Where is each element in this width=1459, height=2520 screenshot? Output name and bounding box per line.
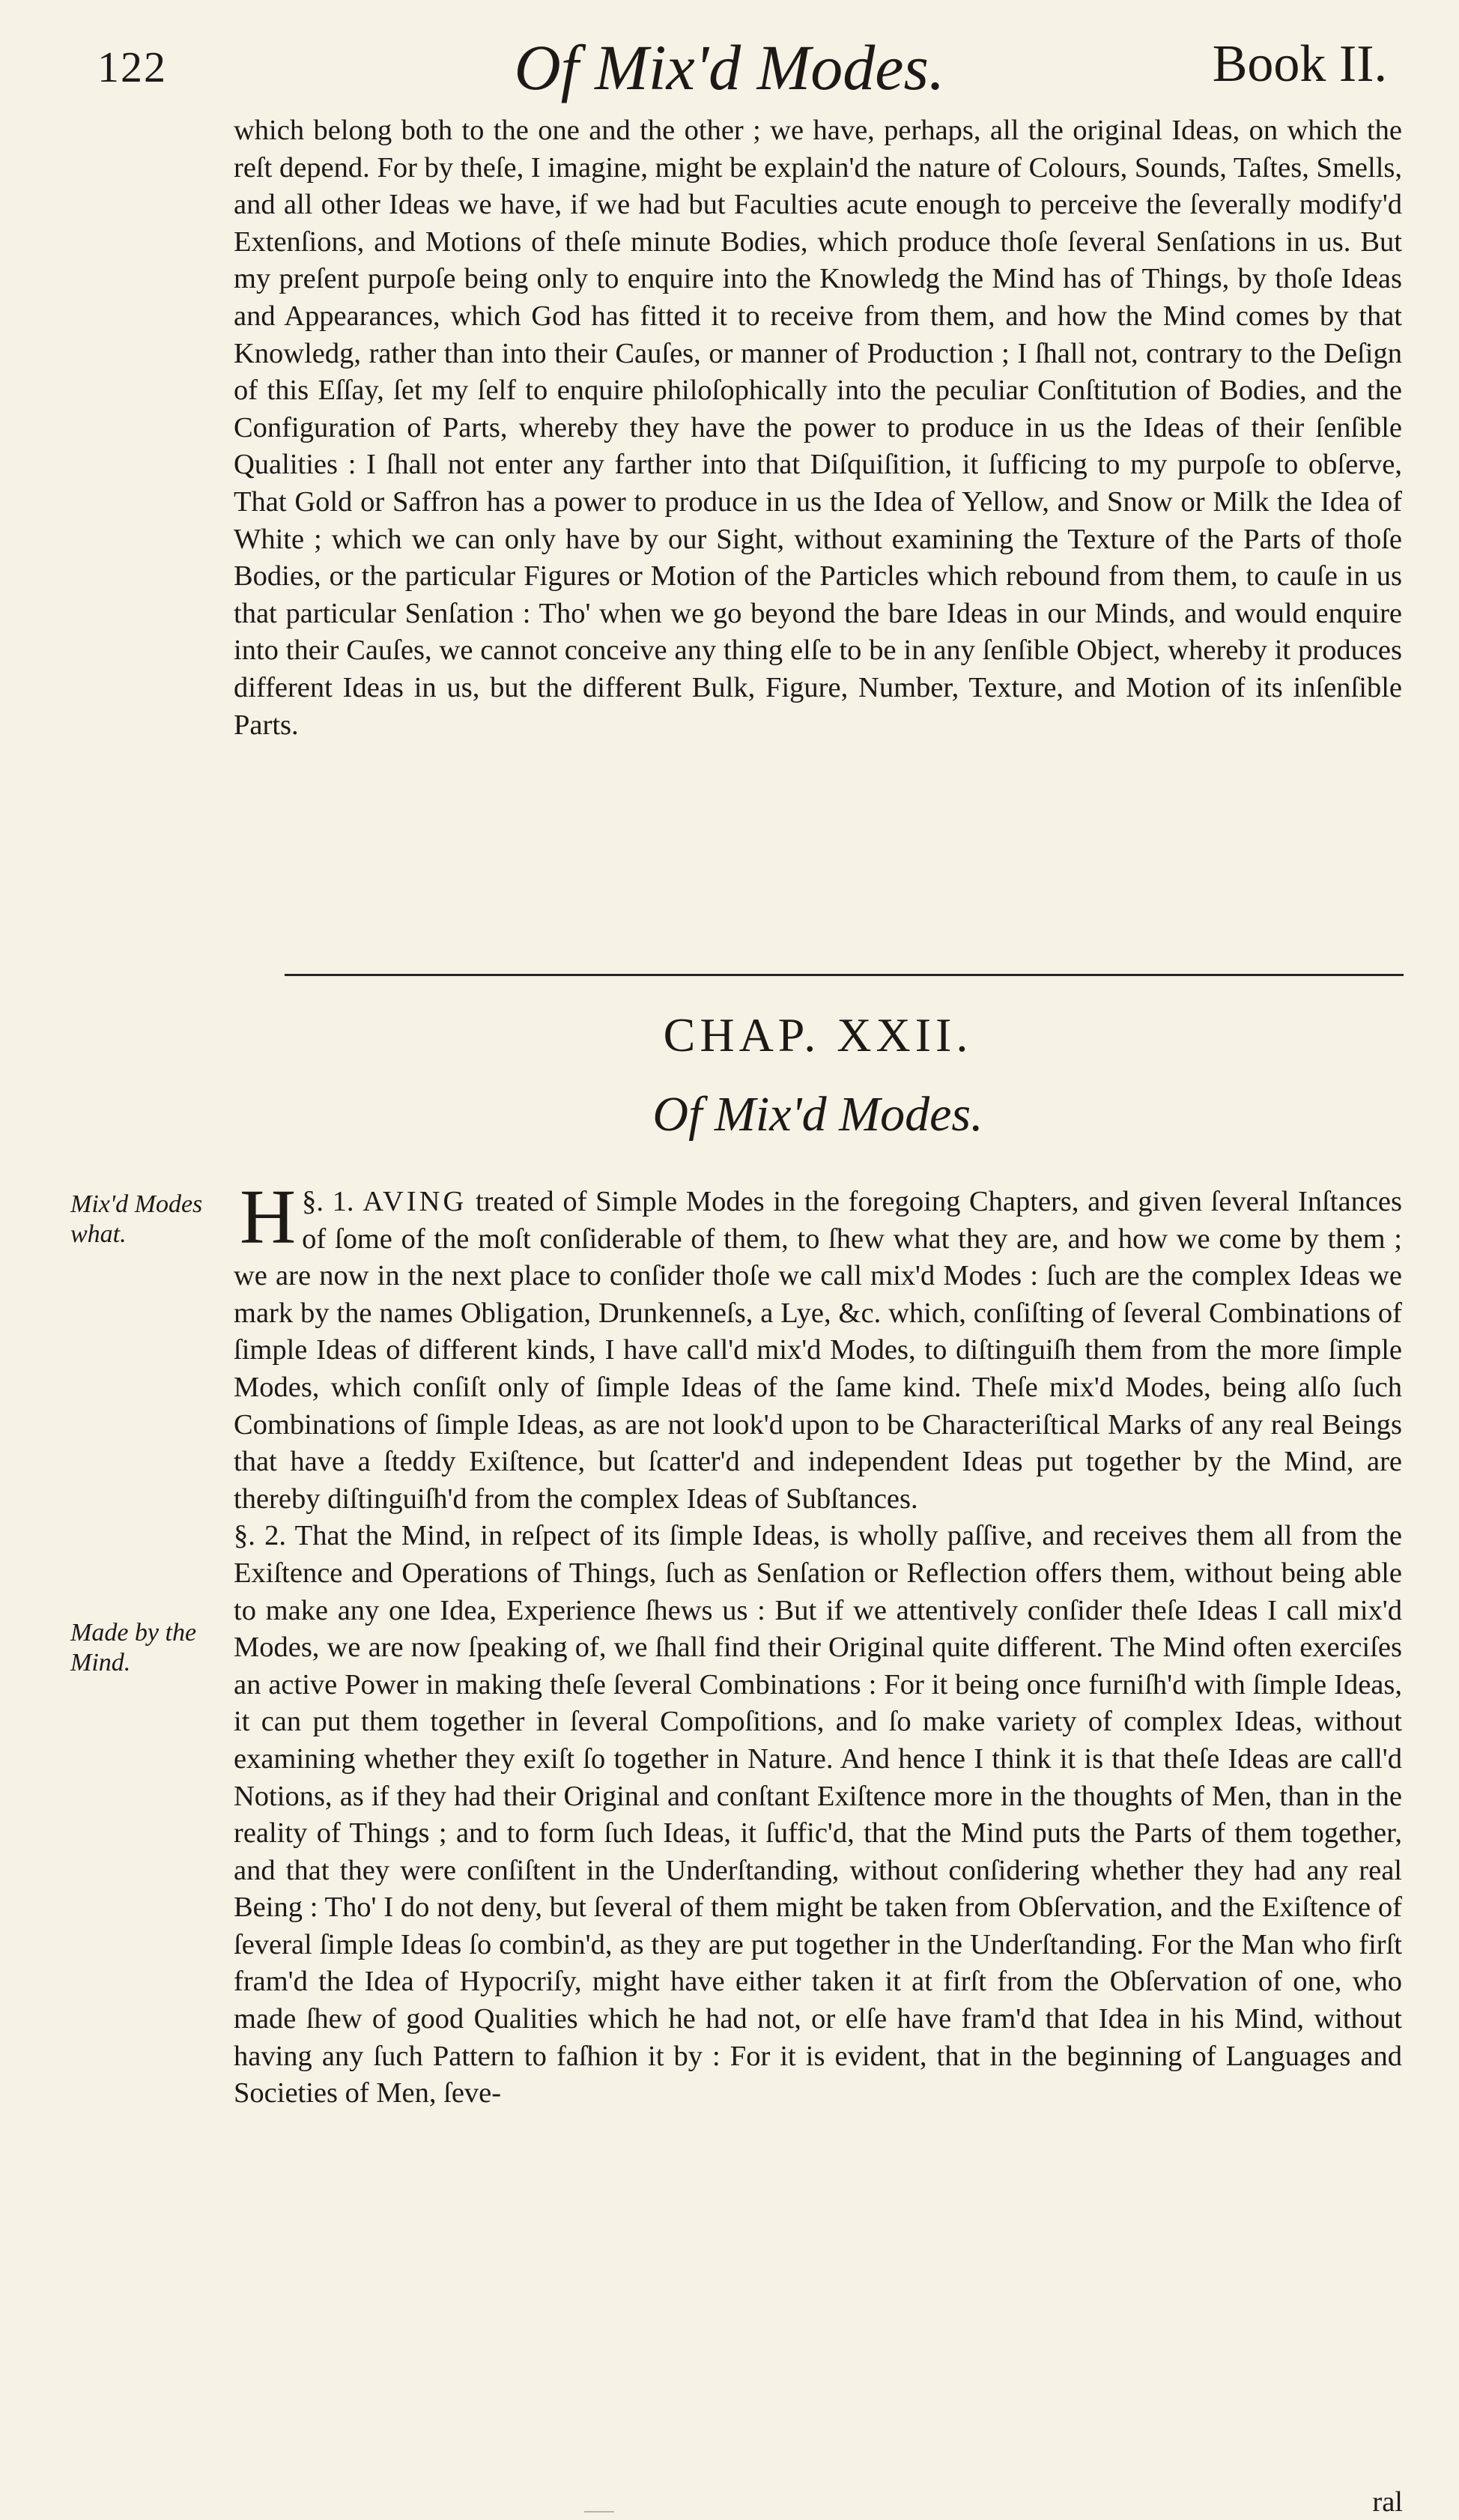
drop-cap: H <box>240 1174 297 1260</box>
page-mark <box>584 2511 614 2513</box>
paragraph-text: which belong both to the one and the other ; we have, perhaps, all the original Ideas, on which the reſt depend. For by theſe, I imagine, might be explain'd the nature of Colours, Sounds, Taſtes, Smells, and all other Ideas we have, if we had but Faculties acute enough to perceive the ſeverally modify'd Extenſions, and Motions of theſe minute Bodies, which produce thoſe ſeveral Senſations in us. But my preſent purpoſe being only to enquire into the Knowledg the Mind has of Things, by thoſe Ideas and Appearances, which God has fitted it to receive from them, and how the Mind comes by that Knowledg, rather than into their Cauſes, or manner of Production ; I ſhall not, contrary to the Deſign of this Eſſay, ſet my ſelf to enquire philoſophically into the peculiar Conſtitution of Bodies, and the Configuration of Parts, whereby they have the power to produce in us the Ideas of their ſenſible Qualities : I ſhall not enter any farther into that Diſquiſition, it ſufficing to my purpoſe to obſerve, That Gold or Saffron has a power to produce in us the Idea of Yellow, and Snow or Milk the Idea of White ; which we can only have by our Sight, without examining the Texture of the Parts of thoſe Bodies, or the particular Figures or Motion of the Particles which rebound from them, to cauſe in us that particular Senſation : Tho' when we go beyond the bare Ideas in our Minds, and would enquire into their Cauſes, we cannot conceive any thing elſe to be in any ſenſible Object, whereby it produces different Ideas in us, but the different Bulk, Figure, Number, Texture, and Motion of its inſenſible Parts. <box>234 115 1402 741</box>
book-label: Book II. <box>1212 35 1387 93</box>
margin-note-1: Mix'd Modes what. <box>70 1190 203 1248</box>
section-2-label: §. 2. <box>234 1520 287 1552</box>
chapter-title: Of Mix'd Modes. <box>652 1087 983 1142</box>
section-1 <box>234 1174 1402 1518</box>
section-1-text: treated of Simple Modes in the foregoing Chapters, and given ſeveral Inſtances of ſome of the moſt conſiderable of them, to ſhew what they are, and how we come by them ; we are now in the next place to conſider thoſe we call mix'd Modes : ſuch are the complex Ideas we mark by the names Obligation, Drunkenneſs, a Lye, &c. which, conſiſting of ſeveral Combinations of ſimple Ideas of different kinds, I have call'd mix'd Modes, to diſtinguiſh them from the more ſimple Modes, which conſiſt only of ſimple Ideas of the ſame kind. Theſe mix'd Modes, being alſo ſuch Combinations of ſimple Ideas, as are not look'd upon to be Characteriſtical Marks of any real Beings that have a ſteddy Exiſtence, but ſcatter'd and independent Ideas put together by the Mind, are thereby diſtinguiſh'd from the complex Ideas of Subſtances. <box>234 1186 1402 1515</box>
section-1-label: §. 1. <box>302 1186 354 1217</box>
section-2 <box>234 1518 1402 2112</box>
chapter-number: CHAP. XXII. <box>663 1008 973 1061</box>
catchword: ral <box>1372 2486 1403 2518</box>
section-2-text: That the Mind, in reſpect of its ſimple Ideas, is wholly paſſive, and receives them all from the Exiſtence and Operations of Things, ſuch as Senſation or Reflection offers them, without being able to make any one Idea, Experience ſhews us : But if we attentively conſider theſe Ideas I call mix'd Modes, we are now ſpeaking of, we ſhall find their Original quite different. The Mind often exerciſes an active Power in making theſe ſeveral Combinations : For it being once furniſh'd with ſimple Ideas, it can put them together in ſeveral Compoſitions, and ſo make variety of complex Ideas, without examining whether they exiſt ſo together in Nature. And hence I think it is that theſe Ideas are call'd Notions, as if they had their Original and conſtant Exiſtence more in the thoughts of Men, than in the reality of Things ; and to form ſuch Ideas, it ſuffic'd, that the Mind puts the Parts of them together, and that they were conſiſtent in the Underſtanding, without conſidering whether they had any real Being : Tho' I do not deny, but ſeveral of them might be taken from Obſervation, and the Exiſtence of ſeveral ſimple Ideas ſo combin'd, as they are put together in the Underſtanding. For the Man who firſt fram'd the Idea of Hypocriſy, might have either taken it at firſt from the Obſervation of one, who made ſhew of good Qualities which he had not, or elſe have fram'd that Idea in his Mind, without having any ſuch Pattern to faſhion it by : For it is evident, that in the beginning of Languages and Societies of Men, ſeve- <box>234 1520 1402 2109</box>
running-head <box>0 25 1459 108</box>
opening-caps: AVING <box>363 1186 467 1217</box>
page-number: 122 <box>97 43 167 91</box>
running-title: Of Mix'd Modes. <box>514 31 945 103</box>
margin-note-2: Made by the Mind. <box>70 1619 197 1677</box>
section-divider <box>285 974 1404 976</box>
continued-paragraph <box>234 112 1402 744</box>
chapter-body <box>234 1174 1402 2112</box>
